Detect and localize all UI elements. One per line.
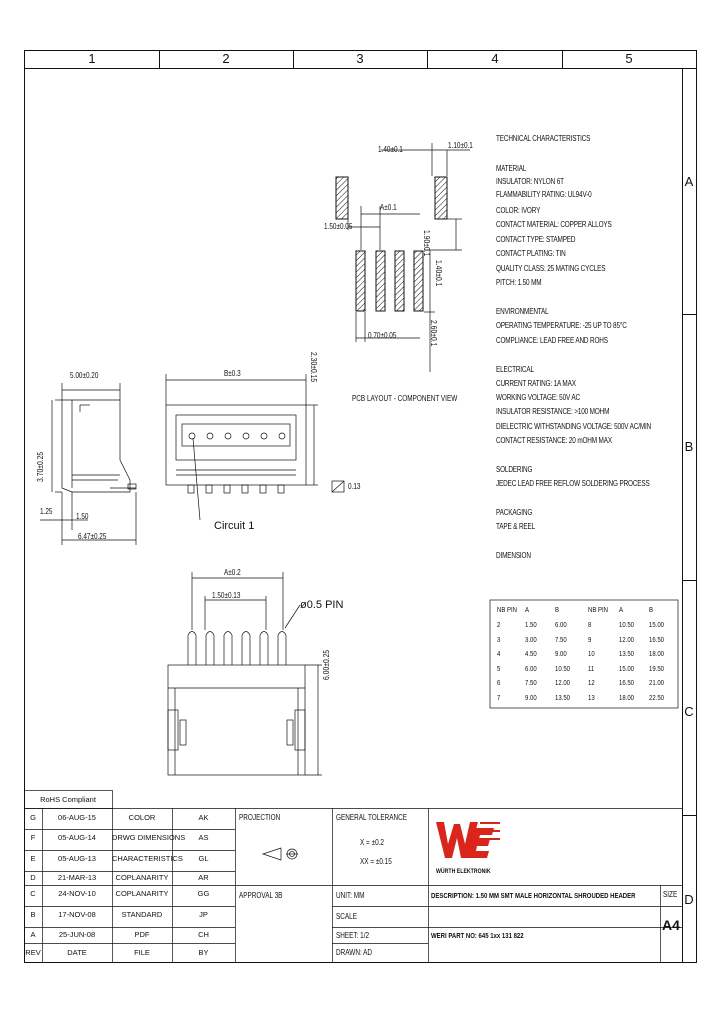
tech-quality-class: QUALITY CLASS: 25 MATING CYCLES	[496, 264, 606, 273]
dim-table-cell: 13	[588, 692, 595, 702]
revision-cell: PDF	[134, 930, 150, 939]
revision-cell: 05-AUG-13	[58, 854, 96, 863]
zone-row-b: B	[684, 439, 694, 454]
pin-diameter-label: ø0.5 PIN	[300, 599, 344, 611]
tech-packaging: PACKAGING	[496, 508, 533, 517]
tech-soldering-process: JEDEC LEAD FREE REFLOW SOLDERING PROCESS	[496, 479, 650, 488]
revision-cell: GL	[198, 854, 209, 863]
revision-cell: AS	[198, 833, 209, 842]
tech-heading: TECHNICAL CHARACTERISTICS	[496, 134, 591, 143]
dim-table-cell: 4	[497, 649, 501, 658]
dim-table-header: A	[619, 605, 624, 614]
revision-cell: CH	[198, 930, 209, 939]
revision-cell: 17-NOV-08	[58, 910, 96, 919]
dim-side-1-25: 1.25	[40, 507, 53, 516]
circuit-1-label: Circuit 1	[214, 520, 255, 532]
dim-table-cell: 9.00	[555, 649, 567, 658]
dim-pcb-1-40: 1.40±0.1	[378, 145, 403, 154]
unit-label: UNIT: MM	[336, 891, 365, 900]
revision-cell: G	[30, 813, 36, 822]
dim-table-cell: 7.50	[525, 678, 537, 687]
drawn-label: DRAWN: AD	[336, 948, 373, 957]
size-label: SIZE	[663, 890, 678, 899]
dim-pcb-1-50: 1.50±0.05	[324, 222, 353, 231]
tech-contact-material: CONTACT MATERIAL: COPPER ALLOYS	[496, 220, 612, 229]
description: DESCRIPTION: 1.50 MM SMT MALE HORIZONTAL SHROUDED HEADER	[431, 891, 636, 900]
dim-bottom-a: A±0.2	[224, 568, 241, 577]
revision-cell: GG	[197, 889, 210, 898]
dim-table-cell: 8	[588, 620, 592, 629]
tech-packaging-type: TAPE & REEL	[496, 522, 536, 531]
dim-table-cell: 12.00	[619, 634, 635, 644]
dim-table-cell: 18.00	[619, 692, 635, 702]
tech-color: COLOR: IVORY	[496, 206, 541, 215]
zone-column-4: 4	[491, 51, 499, 66]
dim-table-cell: 3.00	[525, 634, 537, 644]
revision-cell: D	[30, 873, 36, 882]
part-number: WERI PART NO: 645 1xx 131 822	[431, 931, 524, 940]
dim-table-cell: 10.50	[555, 663, 571, 673]
zone-column-5: 5	[625, 51, 633, 66]
dim-pcb-2-60: 2.60±0.1	[429, 320, 438, 347]
tech-working-voltage: WORKING VOLTAGE: 50V AC	[496, 393, 580, 402]
revision-cell: COPLANARITY	[115, 873, 169, 882]
revision-cell: C	[30, 889, 36, 898]
dim-front-2-30: 2.30±0.15	[309, 352, 318, 383]
dim-table-cell: 2	[497, 620, 501, 629]
sheet-label: SHEET: 1/2	[336, 931, 370, 940]
dim-table-cell: 15.00	[649, 620, 665, 629]
tech-contact-resistance: CONTACT RESISTANCE: 20 mOHM MAX	[496, 436, 612, 445]
revision-cell: 21-MAR-13	[57, 873, 97, 882]
zone-row-d: D	[684, 892, 694, 907]
dim-table-cell: 3	[497, 634, 501, 644]
dim-side-1-50: 1.50	[76, 512, 89, 521]
tech-flammability: FLAMMABILITY RATING: UL94V-0	[496, 190, 592, 199]
tech-pitch: PITCH: 1.50 MM	[496, 278, 542, 287]
revision-cell: 06-AUG-15	[58, 813, 96, 822]
general-tolerance-label: GENERAL TOLERANCE	[336, 813, 408, 822]
revision-cell: STANDARD	[121, 910, 163, 919]
tech-soldering: SOLDERING	[496, 465, 533, 474]
tech-operating-temp: OPERATING TEMPERATURE: -25 UP TO 85°C	[496, 321, 627, 330]
dim-front-b: B±0.3	[224, 369, 241, 378]
tech-insulator-resistance: INSULATOR RESISTANCE: >100 MOHM	[496, 407, 610, 416]
dim-table-header: NB PIN	[497, 605, 518, 614]
revision-cell: DRWG DIMENSIONS	[112, 833, 186, 842]
dim-table-cell: 10.50	[619, 620, 635, 629]
dim-table-cell: 4.50	[525, 649, 537, 658]
dim-table-cell: 1.50	[525, 620, 537, 629]
revision-cell: COLOR	[128, 813, 156, 822]
dim-table-cell: 9.00	[525, 692, 537, 702]
dim-table-cell: 21.00	[649, 678, 665, 687]
tech-environmental: ENVIRONMENTAL	[496, 307, 549, 316]
dim-table-header: NB PIN	[588, 605, 609, 614]
dim-pcb-a: A±0.1	[380, 203, 397, 212]
revision-cell: 24-NOV-10	[58, 889, 96, 898]
tolerance-x: X = ±0.2	[360, 838, 384, 847]
dim-pcb-1-10: 1.10±0.1	[448, 141, 473, 150]
revision-cell: AK	[198, 813, 209, 822]
dim-table-cell: 19.50	[649, 663, 665, 673]
dim-side-6-47: 6.47±0.25	[78, 532, 107, 541]
dim-table-cell: 22.50	[649, 692, 665, 702]
dim-table-header: B	[649, 605, 654, 614]
dim-table-header: A	[525, 605, 530, 614]
revision-cell: 05-AUG-14	[58, 833, 96, 842]
dim-table-cell: 11	[588, 663, 595, 673]
pcb-layout-caption: PCB LAYOUT - COMPONENT VIEW	[352, 394, 458, 403]
dim-table-cell: 6.00	[525, 663, 537, 673]
dim-bottom-1-50: 1.50±0.13	[212, 591, 241, 600]
revision-header: DATE	[67, 948, 87, 957]
revision-cell: A	[30, 930, 36, 939]
dim-side-5-00: 5.00±0.20	[70, 371, 99, 380]
revision-cell: B	[30, 910, 36, 919]
rohs-compliant-label: RoHS Compliant	[40, 795, 96, 804]
dim-pcb-1-90: 1.90±0.1	[422, 230, 431, 257]
tech-material: MATERIAL	[496, 164, 527, 173]
dim-table-cell: 12	[588, 678, 595, 687]
dim-bottom-6-00: 6.00±0.25	[322, 649, 331, 680]
revision-cell: COPLANARITY	[115, 889, 169, 898]
zone-row-a: A	[684, 174, 694, 189]
dim-pcb-0-70: 0.70±0.05	[368, 331, 397, 340]
wurth-logo-text: WÜRTH ELEKTRONIK	[436, 868, 491, 875]
tech-compliance: COMPLIANCE: LEAD FREE AND ROHS	[496, 336, 608, 345]
dim-table-cell: 6.00	[555, 620, 567, 629]
dim-pcb-1-40-vertical: 1.40±0.1	[434, 260, 443, 287]
tech-contact-type: CONTACT TYPE: STAMPED	[496, 235, 576, 244]
dim-table-cell: 16.50	[619, 678, 635, 687]
dim-table-cell: 6	[497, 678, 501, 687]
dim-table-cell: 7	[497, 692, 501, 702]
dim-table-cell: 12.00	[555, 678, 571, 687]
zone-row-c: C	[684, 704, 694, 719]
revision-cell: AR	[198, 873, 209, 882]
zone-column-3: 3	[356, 51, 364, 66]
zone-column-2: 2	[222, 51, 230, 66]
dim-table-cell: 13.50	[555, 692, 571, 702]
approval-label: APPROVAL 3B	[239, 891, 283, 900]
dim-table-cell: 15.00	[619, 663, 635, 673]
scale-label: SCALE	[336, 912, 357, 921]
dim-table-cell: 10	[588, 649, 595, 658]
revision-cell: F	[30, 833, 36, 842]
zone-column-1: 1	[88, 51, 96, 66]
dim-table-cell: 18.00	[649, 649, 665, 658]
dim-table-cell: 16.50	[649, 634, 665, 644]
tech-insulator: INSULATOR: NYLON 6T	[496, 177, 564, 186]
revision-cell: 25-JUN-08	[58, 930, 96, 939]
tech-current-rating: CURRENT RATING: 1A MAX	[496, 379, 576, 388]
revision-header: REV	[25, 948, 41, 957]
dim-table-cell: 9	[588, 634, 592, 644]
revision-header: BY	[198, 948, 209, 957]
revision-cell: CHARACTERISTICS	[112, 854, 183, 863]
revision-header: FILE	[134, 948, 150, 957]
tech-dimension: DIMENSION	[496, 551, 531, 560]
dim-side-3-70: 3.70±0.25	[36, 451, 45, 482]
dim-table-header: B	[555, 605, 560, 614]
dim-table-cell: 7.50	[555, 634, 567, 644]
tech-electrical: ELECTRICAL	[496, 365, 534, 374]
dim-table-cell: 13.50	[619, 649, 635, 658]
revision-cell: JP	[199, 910, 208, 919]
tech-contact-plating: CONTACT PLATING: TIN	[496, 249, 566, 258]
projection-label: PROJECTION	[239, 813, 281, 822]
dim-table-cell: 5	[497, 663, 501, 673]
revision-cell: E	[30, 854, 36, 863]
dim-flatness: 0.13	[348, 482, 361, 491]
sheet-size: A4	[662, 917, 680, 933]
tech-dielectric: DIELECTRIC WITHSTANDING VOLTAGE: 500V AC/MIN	[496, 422, 652, 431]
tolerance-xx: XX = ±0.15	[360, 857, 392, 866]
